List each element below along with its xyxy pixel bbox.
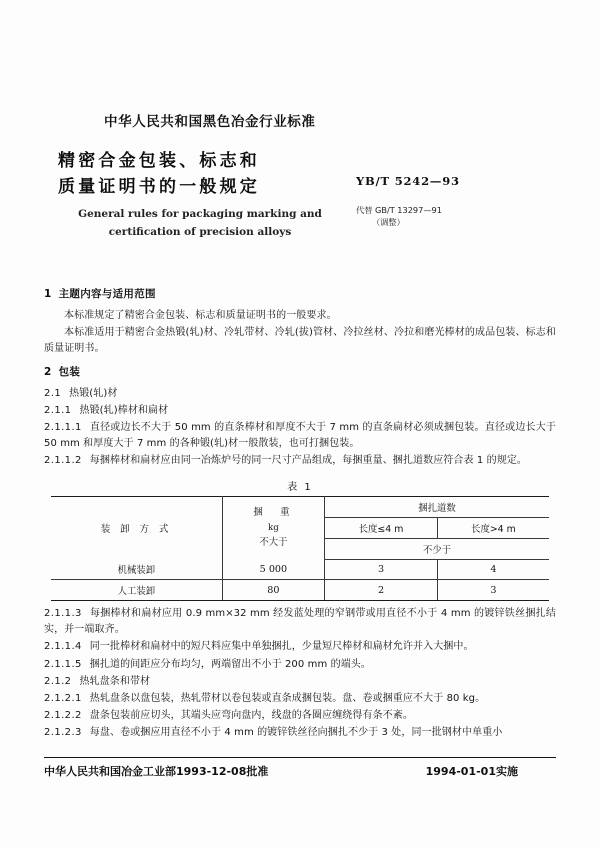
- title-block: [58, 148, 328, 201]
- section-1-title: 主题内容与适用范围: [58, 288, 156, 300]
- section-2-1-1-number: 2.1.1: [44, 404, 72, 416]
- clause-text: 直径或边长不大于 50 mm 的直条棒材和厚度不大于 7 mm 的直条扁材必须成捆包装。直径或边长大于 50 mm 和厚度大于 7 mm 的各种锻(轧)材一般散装，也可打捆包装。: [44, 421, 556, 450]
- header-length-gt-4m: 长度>4 m: [437, 517, 549, 538]
- cell-passes-gt4: 4: [437, 559, 549, 580]
- section-2-1-number: 2.1: [44, 387, 62, 399]
- section-1-heading: [44, 286, 556, 301]
- replaces-note: [356, 204, 442, 229]
- clause-2-1-2-3: [44, 725, 556, 741]
- footer-approval: 中华人民共和国冶金工业部1993-12-08批准: [44, 765, 269, 778]
- section-2-1-title: 热锻(轧)材: [69, 387, 118, 399]
- section-2-1-2-heading: [44, 674, 556, 690]
- table-row-header-top: [51, 496, 549, 517]
- section-2-heading: [44, 364, 556, 379]
- issuing-organization: 中华人民共和国黑色冶金行业标准: [104, 114, 316, 130]
- standard-number: YB/T 5242—93: [356, 174, 460, 188]
- section-2-1-2-number: 2.1.2: [44, 675, 72, 687]
- clause-2-1-1-1: [44, 420, 556, 452]
- clause-number: 2.1.2.2: [44, 710, 82, 722]
- section-2-1-1-title: 热锻(轧)棒材和扁材: [79, 404, 169, 416]
- clause-text: 盘条包装前应切头，其端头应弯向盘内，线盘的各圈应缠绕得有条不紊。: [89, 710, 413, 722]
- header-not-less-than: 不少于: [325, 538, 549, 559]
- clause-text: 热轧盘条以盘包装，热轧带材以卷包装或直条成捆包装。盘、卷或捆重应不大于 80 kg。: [89, 692, 486, 704]
- cell-weight: 5 000: [222, 559, 324, 580]
- cell-passes-gt4: 3: [437, 580, 549, 601]
- clause-2-1-1-4: [44, 639, 556, 655]
- table-row: [51, 559, 549, 580]
- cell-method: 机械装卸: [51, 559, 222, 580]
- clause-number: 2.1.2.3: [44, 727, 82, 739]
- clause-2-1-1-3: [44, 606, 556, 638]
- clause-text: 每盘、卷或捆应用直径不小于 4 mm 的镀锌铁丝径向捆扎不少于 3 处，同一批钢材中单重小: [89, 727, 503, 739]
- clause-2-1-2-1: [44, 691, 556, 707]
- clause-number: 2.1.1.1: [44, 421, 82, 433]
- header-binding-passes-group: 捆扎道数: [325, 496, 549, 517]
- section-2-1-1-heading: [44, 403, 556, 419]
- document-body: [44, 286, 556, 743]
- section-1-paragraph-2: 本标准适用于精密合金热锻(轧)材、冷轧带材、冷轧(拔)管材、冷拉丝材、冷拉和磨光棒材的成品包装、标志和质量证明书。: [44, 327, 556, 355]
- section-1-number: 1: [44, 288, 52, 300]
- header-length-le-4m: 长度≤4 m: [325, 517, 438, 538]
- page-title-line-2: 质量证明书的一般规定: [58, 177, 260, 198]
- page-footer: [44, 763, 556, 779]
- cell-weight: 80: [222, 580, 324, 601]
- clause-2-1-1-5: [44, 657, 556, 673]
- header-bundle-weight-unit: kg: [268, 522, 279, 533]
- clause-2-1-2-2: [44, 708, 556, 724]
- english-title-line-2: certification of precision alloys: [108, 226, 292, 239]
- masthead: [44, 110, 556, 130]
- section-1-paragraph-1: 本标准规定了精密合金包装、标志和质量证明书的一般要求。: [64, 310, 337, 321]
- clause-text: 每捆棒材和扁材应由同一冶炼炉号的同一尺寸产品组成，每捆重量、捆扎道数应符合表 1 的规定。: [89, 455, 528, 467]
- clause-number: 2.1.1.3: [44, 608, 82, 619]
- clause-number: 2.1.1.4: [44, 641, 82, 653]
- clause-2-1-1-2: [44, 453, 556, 469]
- clause-text: 每捆棒材和扁材应用 0.9 mm×32 mm 经发蓝处理的窄钢带或用直径不小于 4 mm 的镀锌铁丝捆扎结实，并一端取齐。: [44, 608, 556, 636]
- english-title-line-1: General rules for packaging marking and: [78, 208, 322, 220]
- cell-passes-le4: 2: [325, 580, 438, 601]
- cell-passes-le4: 3: [325, 559, 438, 580]
- section-2-number: 2: [44, 365, 52, 378]
- section-2-title: 包装: [58, 365, 81, 378]
- header-loading-method: 装 卸 方 式: [51, 496, 222, 559]
- table-1: [51, 496, 549, 602]
- table-row: [51, 580, 549, 601]
- replaces-label: 代替 GB/T 13297—91: [356, 205, 442, 215]
- replaces-adjustment: （调整）: [372, 217, 405, 228]
- clause-text: 同一批棒材和扁材中的短尺料应集中单独捆扎，少量短尺棒材和扁材允许并入大捆中。: [89, 641, 474, 653]
- english-title: [60, 205, 340, 242]
- header-bundle-weight: [222, 496, 324, 559]
- cell-method: 人工装卸: [51, 580, 222, 601]
- page-title-line-1: 精密合金包装、标志和: [58, 151, 260, 171]
- footer-effective-date: 1994-01-01实施: [425, 765, 518, 778]
- header-bundle-weight-label: 捆 重: [253, 507, 294, 519]
- table-1-caption: 表 1: [287, 481, 313, 493]
- clause-number: 2.1.1.2: [44, 455, 82, 467]
- section-2-1-2-title: 热轧盘条和带材: [79, 675, 151, 687]
- header-bundle-weight-limit: 不大于: [259, 536, 288, 548]
- clause-number: 2.1.2.1: [44, 692, 82, 704]
- footer-divider: [44, 757, 556, 758]
- section-2-1-heading: [44, 386, 556, 402]
- clause-number: 2.1.1.5: [44, 658, 82, 670]
- clause-text: 捆扎道的间距应分布均匀，两端留出不小于 200 mm 的端头。: [89, 658, 372, 670]
